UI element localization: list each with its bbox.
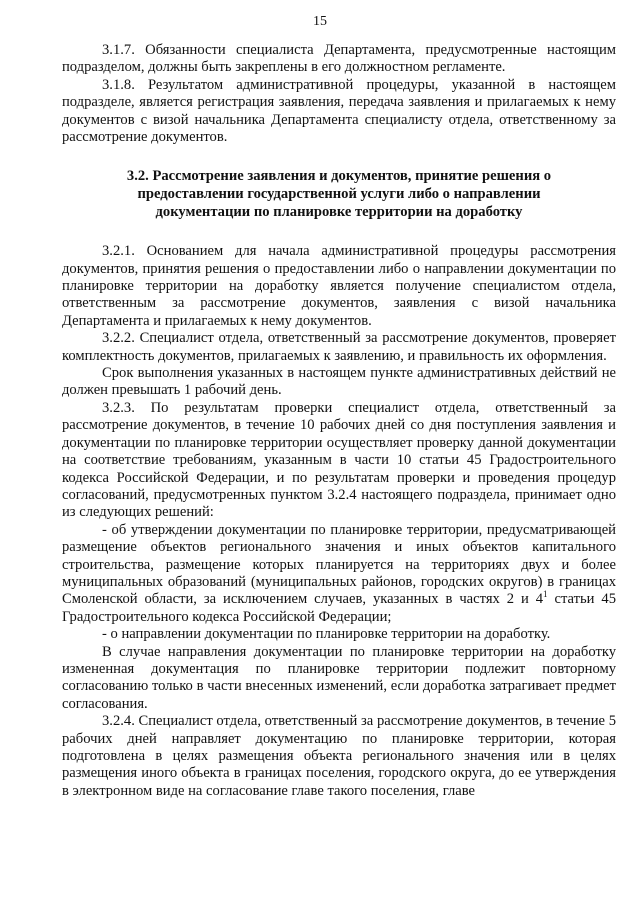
- page-number: 15: [313, 14, 327, 29]
- bullet-approve: [62, 522, 616, 626]
- paragraph-3-1-7: 3.1.7. Обязанности специалиста Департамента, предусмотренные настоящим подразделом, должны быть закреплены в его должностном регламенте.: [62, 42, 616, 76]
- paragraph-3-2-4: 3.2.4. Специалист отдела, ответственный за рассмотрение документов, в течение 5 рабочих дней направляет документацию по планировке территории, которая подготовлена в целях размещения объекта регионального значения или в целях размещения иного объекта в границах поселения, городского округа, до ее утверждения в электронном виде на согласование главе такого поселения, главе: [62, 713, 616, 799]
- paragraph-3-2-3: 3.2.3. По результатам проверки специалист отдела, ответственный за рассмотрение документов, в течение 10 рабочих дней со дня поступления заявления и документации по планировке территории осуществляет проверку данной документации на соответствие требованиям, указанным в части 10 статьи 45 Градостроительного кодекса Российской Федерации, и по результатам проверки и проведения процедур согласований, предусмотренных пунктом 3.2.4 настоящего подраздела, принимает одно из следующих решений:: [62, 399, 616, 521]
- document-body: [62, 42, 616, 800]
- paragraph-rework: В случае направления документации по планировке территории на доработку измененная документация по планировке территории подлежит повторному согласованию только в части внесенных изменений, если доработка затрагивает предмет согласования.: [62, 643, 616, 712]
- bullet-approve-tail: статьи 45 Градостроительного кодекса Российской Федерации;: [62, 591, 616, 625]
- superscript-mark: 1: [543, 589, 548, 600]
- paragraph-3-2-1: 3.2.1. Основанием для начала административной процедуры рассмотрения документов, принятия решения о предоставлении либо о направлении документации по планировке территории на доработку является получение специалистом отдела, ответственным за рассмотрение документов, заявления с визой начальника Департамента и прилагаемых к нему документов.: [62, 243, 616, 329]
- paragraph-term: Срок выполнения указанных в настоящем пункте административных действий не должен превышать 1 рабочий день.: [62, 365, 616, 399]
- bullet-rework: - о направлении документации по планировке территории на доработку.: [102, 626, 551, 643]
- bullet-approve-text: - об утверждении документации по планировке территории, предусматривающей размещение объектов регионального значения и иных объектов капитального строительства, размещение которых планируется на территориях двух и более муниципальных образований (муниципальных районов, городских округов) в границах Смоленской области, за исключением случаев, указанных в частях 2 и 4: [62, 521, 616, 608]
- section-heading-3-2: 3.2. Рассмотрение заявления и документов, принятие решения о предоставлении государственной услуги либо о направлении документации по планировке территории на доработку: [126, 168, 552, 220]
- paragraph-3-1-8: 3.1.8. Результатом административной процедуры, указанной в настоящем подразделе, является регистрация заявления, передача заявления и прилагаемых к нему документов с визой начальника Департамента специалисту отдела, ответственному за рассмотрение документов.: [62, 76, 616, 146]
- paragraph-3-2-2: 3.2.2. Специалист отдела, ответственный за рассмотрение документов, проверяет комплектность документов, прилагаемых к заявлению, и правильность их оформления.: [62, 330, 616, 364]
